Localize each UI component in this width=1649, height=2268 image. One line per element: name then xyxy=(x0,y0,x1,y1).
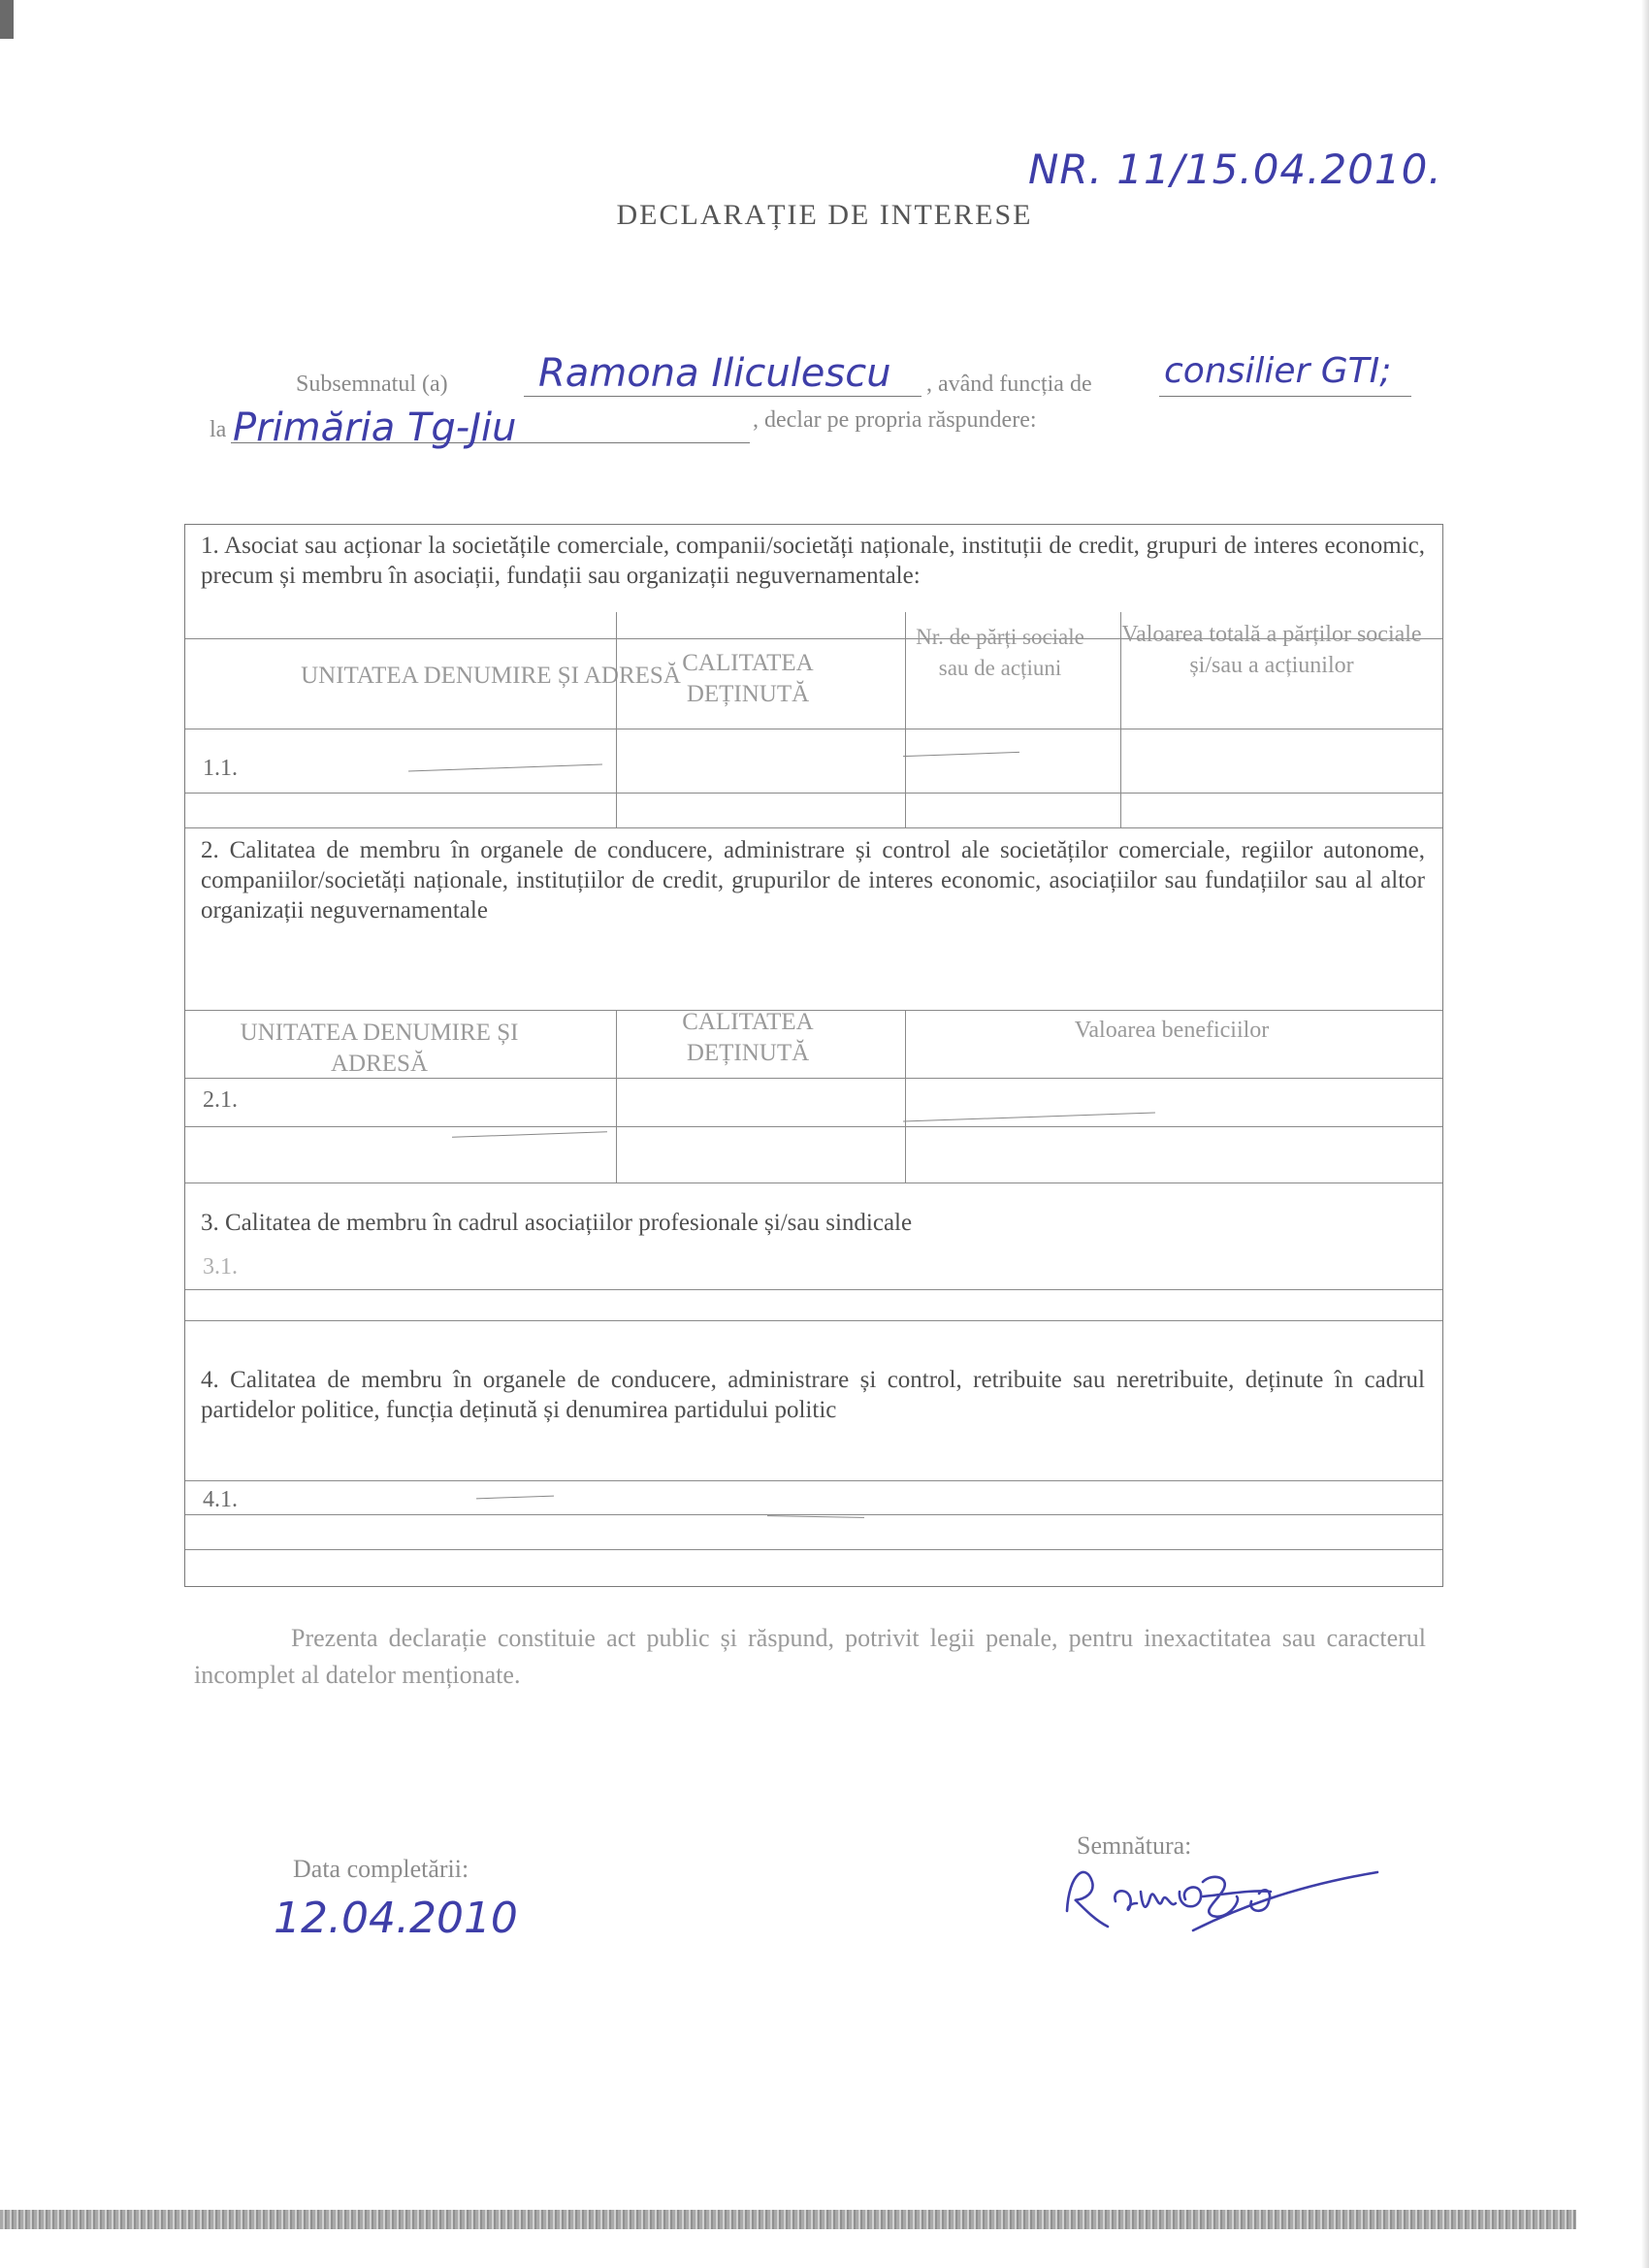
section2-col-unit: UNITATEA DENUMIRE ȘI ADRESĂ xyxy=(240,1020,519,1077)
rule xyxy=(905,612,906,827)
rule xyxy=(616,1010,617,1183)
section4-title: 4. Calitatea de membru în organele de conducere, administrare și control, retribuite sau neretribuite, deținute în cadrul partidelor politice, funcția deținută și denumirea partidului politic xyxy=(201,1367,1425,1423)
section1-col-shares: Nr. de părți sociale sau de acțiuni xyxy=(916,625,1084,680)
name-underline xyxy=(524,396,922,397)
empty-mark xyxy=(903,1112,1155,1121)
section1-title: 1. Asociat sau acționar la societățile comerciale, companii/societăți naționale, instituții de credit, grupuri de interes economic, precum și membru în asociații, fundații sau organizații neguvernamentale: xyxy=(201,533,1425,589)
declarant-institution: Primăria Tg-Jiu xyxy=(233,405,517,450)
declaration-table xyxy=(184,524,1443,1587)
rule xyxy=(185,1514,1442,1515)
declarant-function: consilier GTI; xyxy=(1164,351,1392,391)
date-label: Data completării: xyxy=(293,1855,469,1883)
rule xyxy=(185,827,1442,828)
rule xyxy=(185,1549,1442,1550)
declar-label: , declar pe propria răspundere: xyxy=(753,407,1037,433)
scan-edge-bottom xyxy=(0,2210,1576,2229)
empty-mark xyxy=(408,764,602,772)
empty-mark xyxy=(452,1131,607,1138)
section1-col-unit: UNITATEA DENUMIRE ȘI ADRESĂ xyxy=(301,663,681,689)
declarant-name: Ramona Iliculescu xyxy=(538,351,891,396)
section1-col-value: Valoarea totală a părților sociale și/sau a acțiunilor xyxy=(1121,622,1422,678)
empty-mark xyxy=(903,752,1019,757)
function-label: , având funcția de xyxy=(926,372,1092,397)
empty-mark xyxy=(767,1515,864,1518)
scan-edge-mark xyxy=(0,0,14,39)
section2-col-role: CALITATEA DEȚINUTĂ xyxy=(682,1009,814,1066)
rule xyxy=(185,1480,1442,1481)
la-label: la xyxy=(210,417,227,442)
reference-number: NR. 11/15.04.2010. xyxy=(1028,146,1442,193)
document-title: DECLARAȚIE DE INTERESE xyxy=(616,199,1033,231)
signature-drawing xyxy=(1057,1843,1387,1950)
section1-col-role: CALITATEA DEȚINUTĂ xyxy=(682,650,814,707)
rule xyxy=(185,793,1442,794)
rule xyxy=(185,1078,1442,1079)
section2-title: 2. Calitatea de membru în organele de conducere, administrare și control ale societăților comerciale, regiilor autonome, companiilor/societăți naționale, instituțiilor de credit, grupurilor de interes economic, asociațiilor sau fundațiilor sau al altor organizații neguvernamentale xyxy=(201,837,1425,923)
scan-edge-shadow xyxy=(1641,0,1649,2268)
section3-row: 3.1. xyxy=(203,1254,238,1280)
rule xyxy=(185,1126,1442,1127)
function-underline xyxy=(1159,396,1411,397)
section1-row: 1.1. xyxy=(203,756,238,781)
signature-label: Semnătura: xyxy=(1077,1831,1192,1860)
empty-mark xyxy=(476,1496,554,1500)
rule xyxy=(616,612,617,827)
completion-date: 12.04.2010 xyxy=(274,1894,518,1943)
section3-title: 3. Calitatea de membru în cadrul asociațiilor profesionale și/sau sindicale xyxy=(201,1210,913,1236)
rule xyxy=(185,1289,1442,1290)
handwritten-signature xyxy=(1057,1843,1387,1955)
legal-statement: Prezenta declarație constituie act public și răspund, potrivit legii penale, pentru inexactitatea sau caracterul incomplet al datelor menționate. xyxy=(194,1624,1426,1689)
rule xyxy=(185,1320,1442,1321)
section2-col-benefits: Valoarea beneficiilor xyxy=(1074,1018,1270,1043)
section4-row: 4.1. xyxy=(203,1487,238,1512)
rule xyxy=(1120,612,1121,827)
subsemnatul-label: Subsemnatul (a) xyxy=(296,372,448,397)
rule xyxy=(905,1010,906,1183)
section2-row: 2.1. xyxy=(203,1087,238,1113)
